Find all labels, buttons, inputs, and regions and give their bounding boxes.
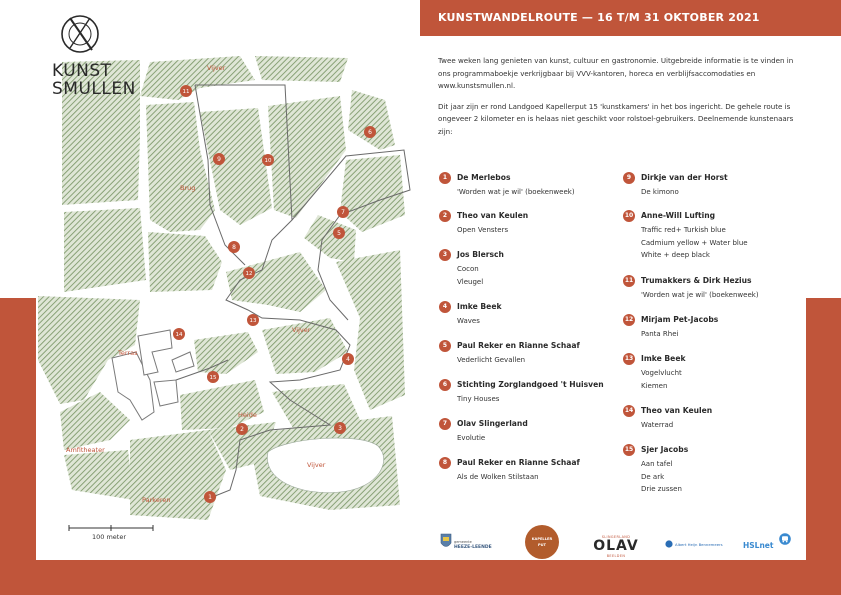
logo-olav-slingerland: SLINGERLAND OLAV BEELDEN	[593, 535, 639, 558]
artist-name: Theo van Keulen	[457, 211, 529, 220]
artist-works: Vederlicht Gevallen	[457, 356, 526, 364]
albert-heijn-icon	[665, 540, 673, 548]
artist-name: Imke Beek	[457, 302, 502, 311]
map-marker[interactable]	[243, 267, 255, 279]
forest-area	[64, 208, 146, 292]
forest-area	[255, 56, 348, 82]
gemeente-small-text: gemeente	[454, 540, 472, 544]
map-marker[interactable]	[173, 328, 185, 340]
artist-name: Paul Reker en Rianne Schaaf	[457, 458, 580, 467]
map-marker[interactable]	[364, 126, 376, 138]
svg-text:10: 10	[264, 158, 272, 165]
artist-number-badge: 2	[439, 210, 451, 222]
artist-works: Tiny Houses	[457, 395, 500, 403]
map-label-amfitheater: Amfitheater	[66, 446, 105, 454]
artist-name: De Merlebos	[457, 173, 511, 182]
artist-name: Paul Reker en Rianne Schaaf	[457, 341, 580, 350]
artist-number-badge: 12	[623, 314, 635, 326]
artist-number-badge: 6	[439, 379, 451, 391]
artist-number-badge: 8	[439, 457, 451, 469]
map-marker[interactable]	[333, 227, 345, 239]
map-label-parkeren: Parkeren	[142, 496, 171, 504]
artist-name: Theo van Keulen	[641, 406, 713, 415]
artist-works: 'Worden wat je wil' (boekenweek)	[457, 188, 575, 196]
svg-text:8: 8	[232, 244, 236, 252]
artist-name: Sjer Jacobs	[641, 445, 689, 454]
svg-text:15: 15	[209, 375, 217, 382]
svg-text:9: 9	[217, 156, 221, 164]
artist-works: 'Worden wat je wil' (boekenweek)	[641, 291, 759, 299]
map-marker[interactable]	[207, 371, 219, 383]
logo-hslnet: HSLnet	[743, 533, 793, 553]
artist-works: Panta Rhei	[641, 330, 679, 338]
svg-text:13: 13	[249, 318, 257, 325]
map-label-terras: Terras	[118, 349, 138, 357]
map-marker[interactable]	[180, 85, 192, 97]
artist-number-badge: 11	[623, 275, 635, 287]
forest-area	[268, 96, 346, 218]
map-label-vijver: Vijver	[292, 326, 311, 334]
sponsor-logos	[420, 525, 841, 565]
artist-works: Aan tafel De ark Drie zussen	[641, 460, 682, 494]
forest-area	[340, 155, 405, 232]
artist-number-badge: 9	[623, 172, 635, 184]
map-label-heide: Heide	[238, 411, 257, 419]
forest-area	[194, 332, 258, 374]
intro-paragraph: Twee weken lang genieten van kunst, cultuur en gastronomie. Uitgebreide informatie is te vinden in ons programmaboekje verkrijgbaar bij VVV-kantoren, horeca en verblijfsaccomodaties en www.kunstsmullen.nl.	[438, 56, 794, 91]
svg-text:1: 1	[208, 494, 212, 502]
header-bar	[420, 0, 841, 36]
gemeente-name: HEEZE-LEENDE	[454, 545, 492, 550]
forest-area	[348, 90, 395, 150]
page-title: KUNSTWANDELROUTE — 16 T/M 31 OKTOBER 2021	[438, 11, 760, 24]
map-marker[interactable]	[236, 423, 248, 435]
artist-works: Traffic red+ Turkish blue Cadmium yellow + Water blue White + deep black	[641, 226, 748, 260]
artist-works: De kimono	[641, 188, 679, 196]
svg-text:6: 6	[368, 129, 372, 137]
bus-icon	[779, 533, 791, 545]
artist-name: Jos Blersch	[457, 250, 504, 259]
artist-name: Trumakkers & Dirk Hezius	[641, 276, 752, 285]
artist-number-badge: 14	[623, 405, 635, 417]
artist-number-badge: 4	[439, 301, 451, 313]
brand-line2: SMULLEN	[52, 79, 136, 99]
artist-works: Als de Wolken Stilstaan	[457, 473, 539, 481]
svg-text:2: 2	[240, 426, 244, 434]
artist-name: Dirkje van der Horst	[641, 173, 728, 182]
artist-name: Imke Beek	[641, 354, 686, 363]
artist-number-badge: 13	[623, 353, 635, 365]
forest-area	[180, 380, 264, 430]
artist-works: Waterrad	[641, 421, 674, 429]
artist-name: Mirjam Pet-Jacobs	[641, 315, 719, 324]
artist-works: Vogelvlucht Kiemen	[641, 369, 682, 390]
artist-number-badge: 10	[623, 210, 635, 222]
forest-area	[148, 232, 222, 292]
artist-number-badge: 1	[439, 172, 451, 184]
brand-line1: KUNST	[52, 61, 112, 81]
brand-name	[52, 62, 162, 98]
artist-number-badge: 7	[439, 418, 451, 430]
logo-kapellerput: KAPELLER PUT	[525, 525, 559, 559]
artist-works: Cocon Vleugel	[457, 265, 484, 286]
svg-text:3: 3	[338, 425, 342, 433]
forest-area	[304, 215, 356, 262]
logo-gemeente-heeze-leende	[440, 531, 490, 561]
artist-works: Evolutie	[457, 434, 486, 442]
logo-albert-heijn: Albert Heijn Bennemeers	[665, 539, 725, 551]
map-marker[interactable]	[204, 491, 216, 503]
svg-text:5: 5	[337, 230, 341, 238]
map-marker[interactable]	[337, 206, 349, 218]
map-label-vijver: Vijver	[207, 64, 226, 72]
bottom-right-accent-band	[420, 560, 841, 595]
svg-text:4: 4	[346, 356, 350, 364]
intro-text	[438, 55, 794, 147]
artist-works: Waves	[457, 317, 480, 325]
artist-number-badge: 5	[439, 340, 451, 352]
artist-name: Anne-Will Lufting	[641, 211, 716, 220]
artist-number-badge: 15	[623, 444, 635, 456]
forest-area	[336, 250, 405, 410]
artist-works: Open Vensters	[457, 226, 509, 234]
map-marker[interactable]	[342, 353, 354, 365]
map-label-brug: Brug	[180, 184, 196, 192]
coat-of-arms-icon	[440, 533, 452, 551]
artist-number-badge: 3	[439, 249, 451, 261]
map-marker[interactable]	[334, 422, 346, 434]
map-marker[interactable]	[262, 154, 274, 166]
map-marker[interactable]	[213, 153, 225, 165]
forest-area	[130, 430, 226, 520]
svg-text:12: 12	[245, 271, 253, 278]
map-label-vijver: Vijver	[307, 461, 326, 469]
scale-label: 100 meter	[92, 533, 127, 541]
intro-paragraph: Dit jaar zijn er rond Landgoed Kapellerput 15 'kunstkamers' in het bos ingericht. De gehele route is ongeveer 2 kilometer en is helaas niet geschikt voor rolstoel-gebruikers. Deelnemende kunstenaars zijn:	[438, 101, 794, 136]
plate-fork-knife-icon	[58, 12, 102, 56]
svg-text:11: 11	[182, 89, 190, 96]
svg-text:14: 14	[175, 332, 183, 339]
artist-name: Olav Slingerland	[457, 419, 528, 428]
map-marker[interactable]	[228, 241, 240, 253]
map-marker[interactable]	[247, 314, 259, 326]
forest-area	[64, 450, 134, 500]
artist-name: Stichting Zorglandgoed 't Huisven	[457, 380, 604, 389]
svg-text:7: 7	[341, 209, 345, 217]
